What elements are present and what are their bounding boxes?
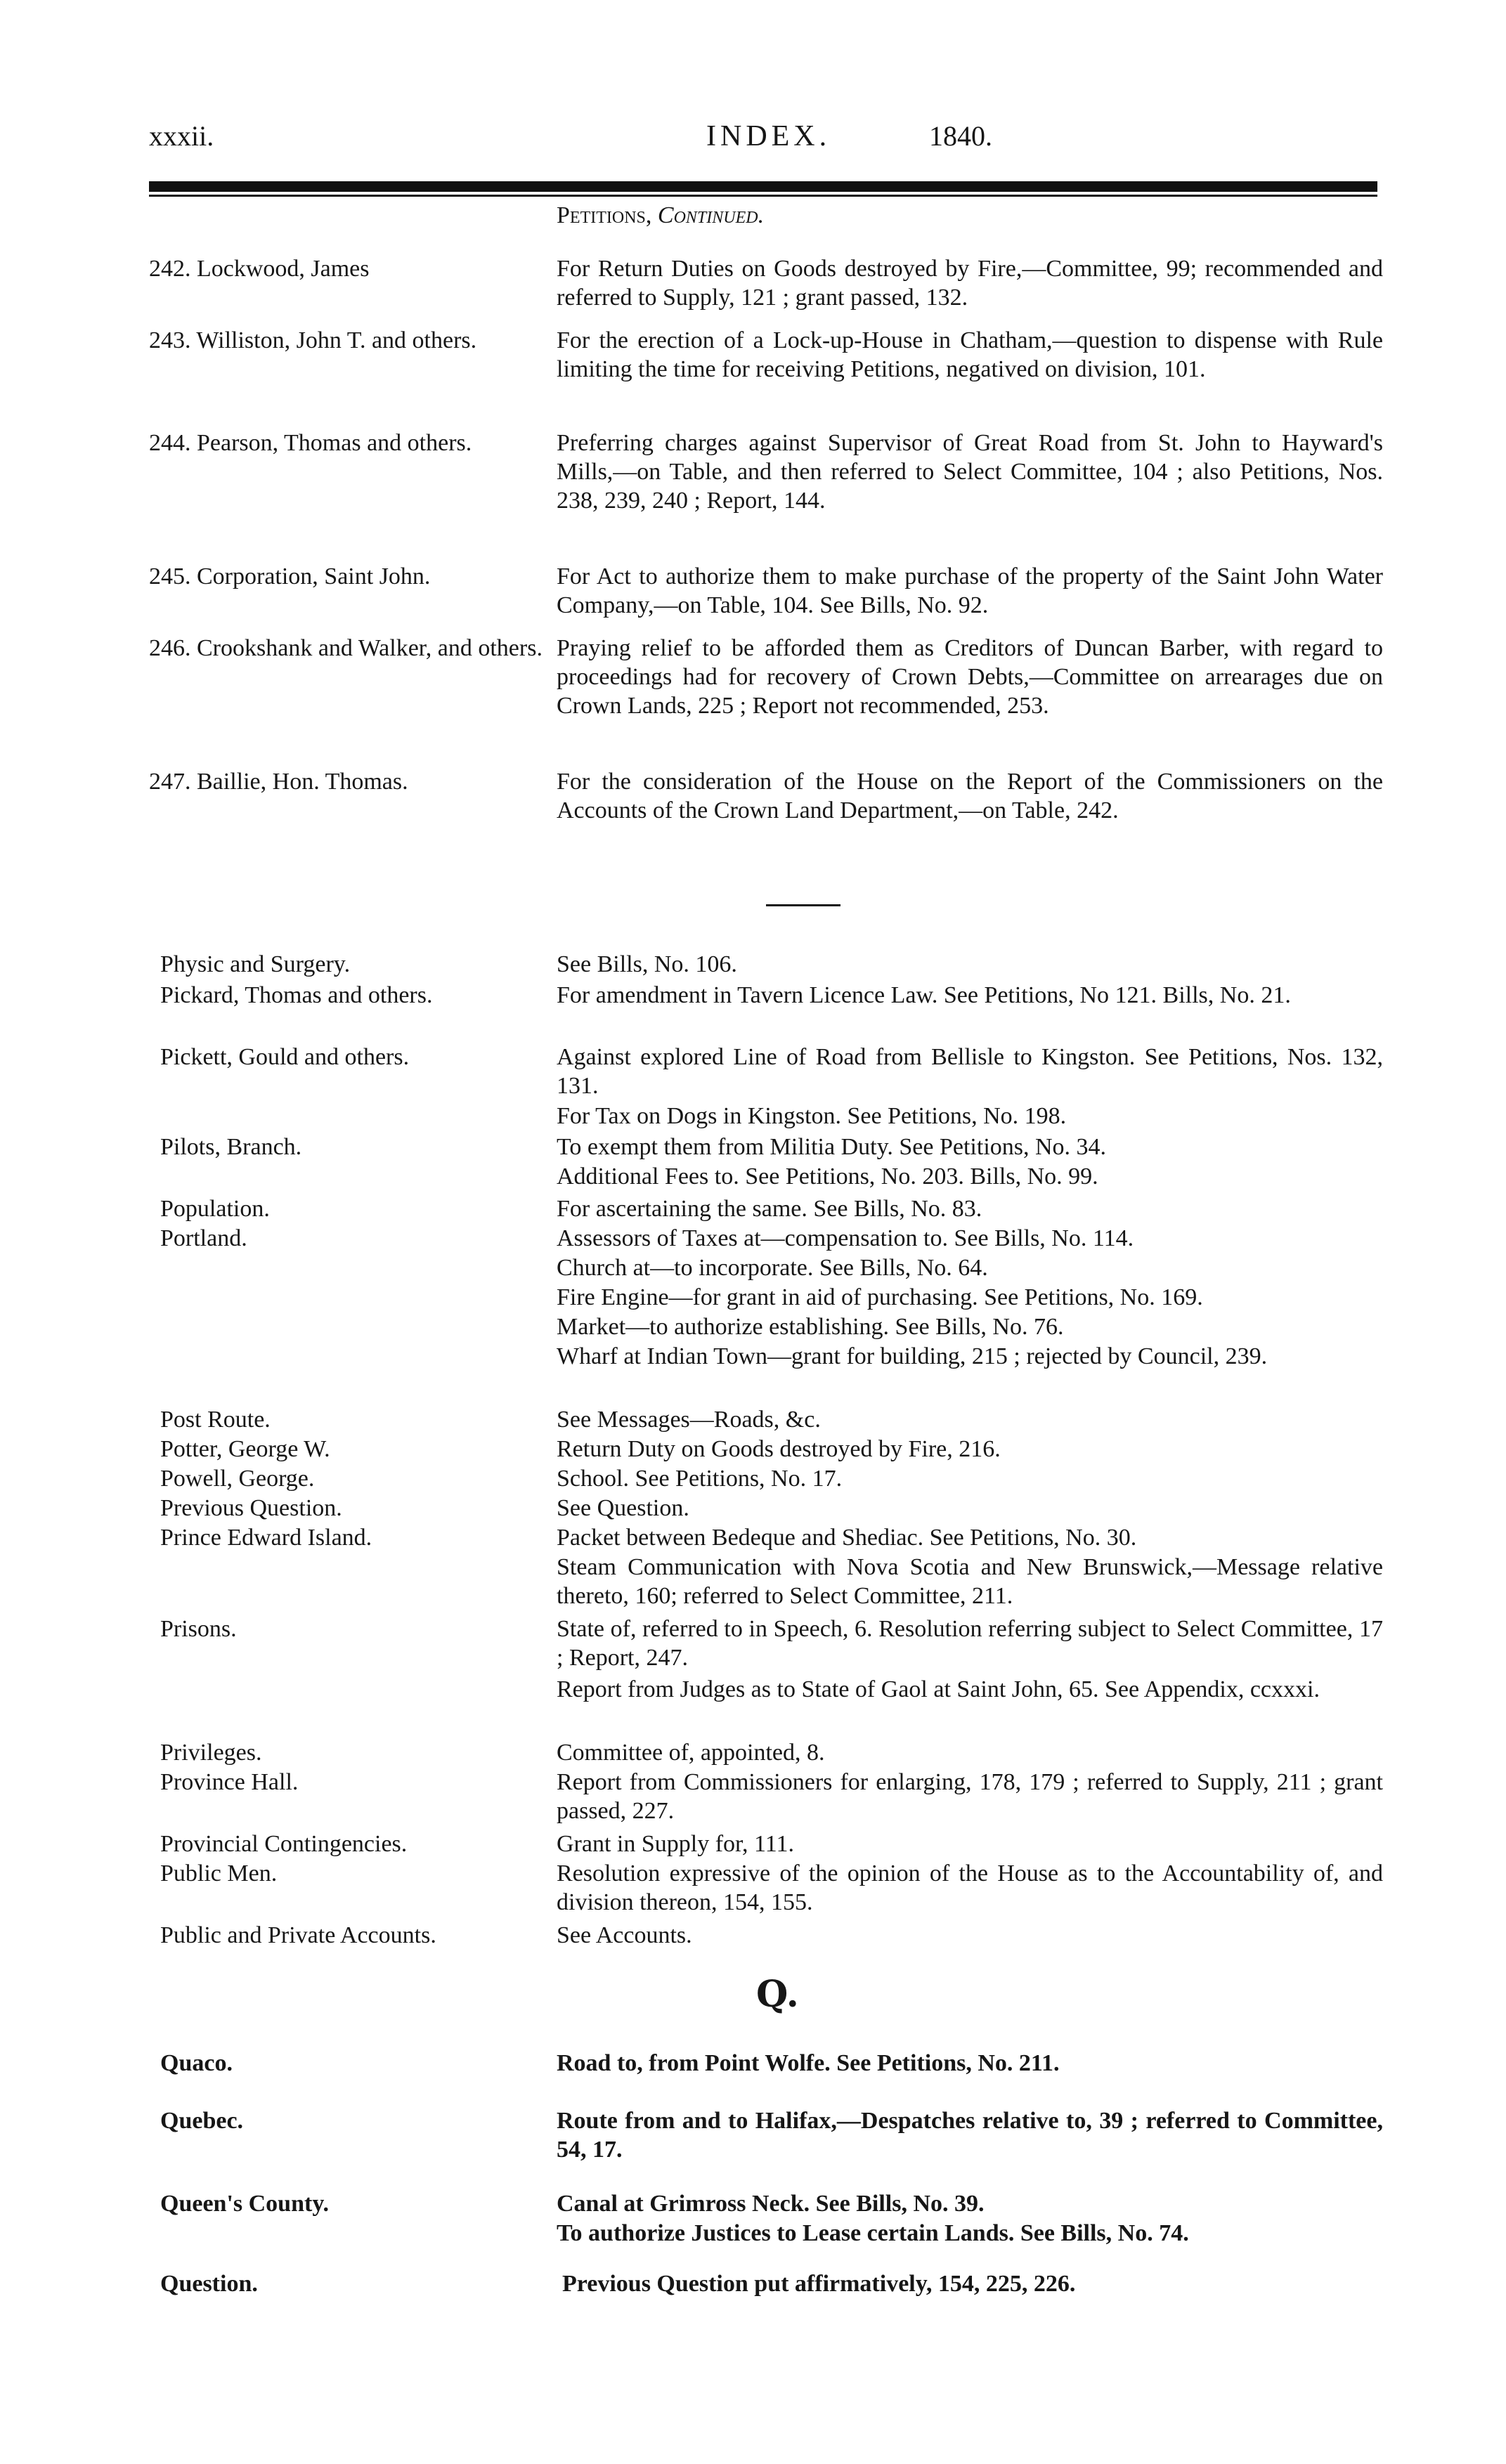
petition-name: Pearson, Thomas and others. xyxy=(197,430,472,456)
entry-label: Pickard, Thomas and others. xyxy=(160,982,433,1008)
section-letter-q: Q. xyxy=(756,1973,799,2016)
entry-label: Prisons. xyxy=(160,1616,237,1642)
section-divider xyxy=(766,904,840,906)
entry-label: Physic and Surgery. xyxy=(160,951,351,977)
petition-desc: For the consideration of the House on the Report of the Commissioners on the Accounts of the Crown Land Department,—on Table, 242. xyxy=(557,769,1383,823)
entry-line: Road to, from Point Wolfe. See Petitions, No. 211. xyxy=(557,2050,1060,2076)
entry-line: Previous Question put affirmatively, 154, 225, 226. xyxy=(562,2271,1076,2297)
entry-label: Population. xyxy=(160,1196,270,1222)
petition-label xyxy=(149,767,543,796)
entry-label: Previous Question. xyxy=(160,1495,342,1521)
entry-label: Privileges. xyxy=(160,1740,262,1766)
entry-label: Provincial Contingencies. xyxy=(160,1831,408,1857)
entry-label: Queen's County. xyxy=(160,2191,329,2217)
entry-line: Report from Judges as to State of Gaol at Saint John, 65. See Appendix, ccxxxi. xyxy=(557,1676,1320,1702)
entry-line: Assessors of Taxes at—compensation to. See Bills, No. 114. xyxy=(557,1225,1134,1251)
petition-label xyxy=(149,326,528,355)
entry-label: Quebec. xyxy=(160,2108,244,2134)
petition-label xyxy=(149,254,543,283)
section-title xyxy=(557,202,764,229)
petition-desc: Praying relief to be afforded them as Creditors of Duncan Barber, with regard to proceedings had for recovery of Crown Debts,—Committee on arrearages due on Crown Lands, 225 ; Report not recommended, 253. xyxy=(557,635,1383,719)
entry-label: Post Route. xyxy=(160,1407,271,1433)
entry-label: Prince Edward Island. xyxy=(160,1525,372,1551)
petition-label xyxy=(149,634,543,663)
entry-label: Pickett, Gould and others. xyxy=(160,1044,410,1070)
entry-line: School. See Petitions, No. 17. xyxy=(557,1466,843,1492)
page-number: xxxii. xyxy=(149,120,214,152)
entry-label: Province Hall. xyxy=(160,1769,299,1795)
entry-line: Against explored Line of Road from Bellisle to Kingston. See Petitions, Nos. 132, 131. xyxy=(557,1044,1383,1099)
petition-label xyxy=(149,562,557,591)
entry-label: Public Men. xyxy=(160,1860,278,1886)
entry-line: Route from and to Halifax,—Despatches relative to, 39 ; referred to Committee, 54, 17. xyxy=(557,2108,1383,2163)
entry-line: Return Duty on Goods destroyed by Fire, 216. xyxy=(557,1436,1001,1462)
page-year: 1840. xyxy=(929,120,992,152)
entry-label: Question. xyxy=(160,2271,258,2297)
header-rule-thick xyxy=(149,181,1377,192)
entry-line: Report from Commissioners for enlarging, 178, 179 ; referred to Supply, 211 ; grant passed, 227. xyxy=(557,1769,1383,1824)
page-title: INDEX. xyxy=(706,120,831,152)
petition-desc: For the erection of a Lock-up-House in Chatham,—question to dispense with Rule limiting the time for receiving Petitions, negatived on division, 101. xyxy=(557,327,1383,382)
petition-number: 242. xyxy=(149,256,191,282)
entry-line: For ascertaining the same. See Bills, No. 83. xyxy=(557,1196,982,1222)
petition-number: 246. xyxy=(149,635,191,661)
petition-desc: Preferring charges against Supervisor of Great Road from St. John to Hayward's Mills,—on Table, and then referred to Select Committee, 104 ; also Petitions, Nos. 238, 239, 240 ; Report, 144. xyxy=(557,430,1383,514)
entry-label: Potter, George W. xyxy=(160,1436,330,1462)
petition-name: Crookshank and Walker, and others. xyxy=(197,635,543,661)
entry-line: See Bills, No. 106. xyxy=(557,951,737,977)
petition-name: Lockwood, James xyxy=(197,256,370,282)
petition-name: Corporation, Saint John. xyxy=(197,563,431,589)
petition-number: 245. xyxy=(149,563,191,589)
section-continued: Continued. xyxy=(657,202,765,228)
entry-label: Pilots, Branch. xyxy=(160,1134,302,1160)
petition-number: 247. xyxy=(149,769,191,795)
petition-number: 244. xyxy=(149,430,191,456)
entry-line: Wharf at Indian Town—grant for building, 215 ; rejected by Council, 239. xyxy=(557,1343,1268,1369)
entry-line: Grant in Supply for, 111. xyxy=(557,1831,794,1857)
entry-line: To authorize Justices to Lease certain Lands. See Bills, No. 74. xyxy=(557,2220,1189,2246)
entry-line: Packet between Bedeque and Shediac. See Petitions, No. 30. xyxy=(557,1525,1137,1551)
entry-label: Powell, George. xyxy=(160,1466,315,1492)
entry-line: Fire Engine—for grant in aid of purchasing. See Petitions, No. 169. xyxy=(557,1284,1203,1310)
entry-line: Church at—to incorporate. See Bills, No. 64. xyxy=(557,1255,988,1281)
entry-line: See Accounts. xyxy=(557,1922,692,1948)
entry-label: Quaco. xyxy=(160,2050,233,2076)
entry-label: Portland. xyxy=(160,1225,247,1251)
header-rule-thin xyxy=(149,195,1377,197)
petition-desc: For Act to authorize them to make purchase of the property of the Saint John Water Company,—on Table, 104. See Bills, No. 92. xyxy=(557,563,1383,618)
petition-name: Williston, John T. and others. xyxy=(196,327,477,353)
entry-line: See Messages—Roads, &c. xyxy=(557,1407,821,1433)
entry-line: For amendment in Tavern Licence Law. See Petitions, No 121. Bills, No. 21. xyxy=(557,982,1291,1008)
entry-line: To exempt them from Militia Duty. See Petitions, No. 34. xyxy=(557,1134,1107,1160)
entry-line: For Tax on Dogs in Kingston. See Petitions, No. 198. xyxy=(557,1103,1067,1129)
entry-line: State of, referred to in Speech, 6. Resolution referring subject to Select Committee, 17 ; Report, 247. xyxy=(557,1616,1383,1671)
entry-label: Public and Private Accounts. xyxy=(160,1922,436,1948)
petition-name: Baillie, Hon. Thomas. xyxy=(197,769,408,795)
entry-line: See Question. xyxy=(557,1495,689,1521)
entry-line: Additional Fees to. See Petitions, No. 203. Bills, No. 99. xyxy=(557,1163,1098,1189)
petition-label xyxy=(149,429,514,457)
entry-line: Committee of, appointed, 8. xyxy=(557,1740,825,1766)
petition-number: 243. xyxy=(149,327,191,353)
entry-line: Canal at Grimross Neck. See Bills, No. 39. xyxy=(557,2191,985,2217)
entry-line: Steam Communication with Nova Scotia and New Brunswick,—Message relative thereto, 160; referred to Select Committee, 211. xyxy=(557,1554,1383,1609)
petition-desc: For Return Duties on Goods destroyed by Fire,—Committee, 99; recommended and referred to Supply, 121 ; grant passed, 132. xyxy=(557,256,1383,311)
entry-line: Resolution expressive of the opinion of the House as to the Accountability of, and division thereon, 154, 155. xyxy=(557,1860,1383,1915)
entry-line: Market—to authorize establishing. See Bills, No. 76. xyxy=(557,1314,1064,1340)
section-label: Petitions, xyxy=(557,202,652,228)
